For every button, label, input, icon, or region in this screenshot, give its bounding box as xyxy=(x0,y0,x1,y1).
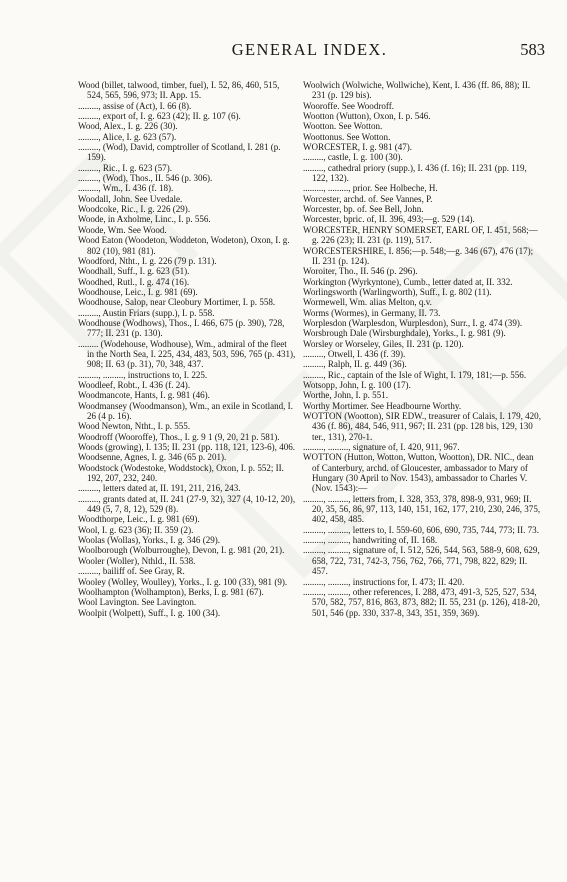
index-entry: WORCESTER, HENRY SOMERSET, EARL OF, I. 451, 568;—g. 226 (23); II. 231 (p. 119), 517. xyxy=(303,224,538,246)
index-entry: ........., cathedral priory (supp.), I. 436 (f. 16); II. 231 (pp. 119, 122, 132). xyxy=(303,162,527,184)
index-entry: ........., ........., letters to, I. 559-60, 606, 690, 735, 744, 773; II. 73. xyxy=(303,524,539,535)
index-entry: Wormewell, Wm. alias Melton, q.v. xyxy=(303,297,432,308)
index-entry: Worplesdon (Warplesdon, Wurplesdon), Surr., I. g. 474 (39). xyxy=(303,317,523,328)
index-entry: Woodthorpe, Leic., I. g. 981 (69). xyxy=(78,514,200,525)
index-entry: WORCESTER, I. g. 981 (47). xyxy=(303,142,413,153)
index-entry: Woolwich (Wolwiche, Wollwiche), Kent, I. 436 (ff. 86, 88); II. 231 (p. 129 bis). xyxy=(303,80,531,101)
index-entry: Wool Lavington. See Lavington. xyxy=(78,597,197,608)
index-entry: WOTTON (Hutton, Wotton, Wutton, Wootton), DR. NIC., dean of Canterbury, archd. of Gloucester, ambassador to Mary of Hungary (30 April to Nov. 1543), ambassador to Charles V. (Nov. 1543):— xyxy=(303,452,534,494)
index-entry: Woods (growing), I. 135; II. 231 (pp. 118, 121, 123-6), 406. xyxy=(78,442,296,453)
index-entry: WORCESTERSHIRE, I. 856;—p. 548;—g. 346 (67), 476 (17); II. 231 (p. 124). xyxy=(303,245,534,266)
index-entry: Worms (Wormes), in Germany, II. 73. xyxy=(303,307,441,318)
page-title: GENERAL INDEX. xyxy=(231,40,388,59)
index-entry: ........., ........., handwriting of, II. 168. xyxy=(303,535,438,546)
index-entry: Woodroff (Wooroffe), Thos., I. g. 9 1 (9, 20, 21 p. 581). xyxy=(78,431,280,442)
index-column-left xyxy=(78,80,296,618)
index-entry: Woodleef, Robt., I. 436 (f. 24). xyxy=(78,379,191,390)
index-entry: ........., Ralph, II. g. 449 (36). xyxy=(303,359,407,370)
index-entry: ........., Ric., captain of the Isle of Wight, I. 179, 181;—p. 556. xyxy=(303,369,527,380)
index-entry: Woodstock (Wodestoke, Woddstock), Oxon, I. p. 552; II. 192, 207, 232, 240. xyxy=(78,462,284,484)
index-entry: Woodhouse, Salop, near Cleobury Mortimer, I. p. 558. xyxy=(78,297,276,308)
index-entry: Wooley (Wolley, Woulley), Yorks., I. g. 100 (33), 981 (9). xyxy=(78,576,288,587)
index-entry: Worsbrough Dale (Wirsburghdale), Yorks., I. g. 981 (9). xyxy=(303,328,506,339)
index-entry: Woolas (Wollas), Yorks., I. g. 346 (29). xyxy=(78,535,221,546)
index-entry: Wooroffe. See Woodroff. xyxy=(303,100,395,111)
index-entry: Woode, Wm. See Wood. xyxy=(78,224,167,235)
index-entry: Woodmancote, Hants, I. g. 981 (46). xyxy=(78,390,210,401)
index-entry: ........., Austin Friars (supp.), I. p. 558. xyxy=(78,307,215,318)
index-entry: Woroiter, Tho., II. 546 (p. 296). xyxy=(303,266,418,277)
page-number: 583 xyxy=(520,40,545,59)
index-entry: Worcester, bp. of. See Bell, John. xyxy=(303,204,424,215)
index-entry: Woolborough (Wolburroughe), Devon, I. g. 981 (20, 21). xyxy=(78,545,285,556)
index-entry: Wood Newton, Ntht., I. p. 555. xyxy=(78,421,191,432)
index-entry: Worthe, John, I. p. 551. xyxy=(303,390,388,401)
index-entry: Wood Eaton (Woodeton, Woddeton, Wodeton), Oxon, I. g. 802 (10), 981 (81). xyxy=(78,235,290,256)
index-entry: Worcester, archd. of. See Vannes, P. xyxy=(303,193,433,204)
index-entry: ........., assise of (Act), I. 66 (8). xyxy=(78,100,192,111)
index-entry: Woodhed, Rutl., I. g. 474 (16). xyxy=(78,276,190,287)
index-entry: ........., Wm., I. 436 (f. 18). xyxy=(78,183,174,194)
index-entry: Woodhouse (Wodhows), Thos., I. 466, 675 (p. 390), 728, 777; II. 231 (p. 130). xyxy=(78,317,285,339)
index-entry: Woodmansey (Woodmanson), Wm., an exile in Scotland, I. 26 (4 p. 16). xyxy=(78,400,293,421)
index-entry: Woolpit (Wolpett), Suff., I. g. 100 (34). xyxy=(78,607,221,618)
index-entry: Woodall, John. See Uvedale. xyxy=(78,193,183,204)
index-entry: ........., ........., signature of, I. 512, 526, 544, 563, 588-9, 608, 629, 658, 722, 731, 742-3, 756, 762, 766, 771, 798, 822, 829; II. 457. xyxy=(303,545,540,577)
index-entry: Woodhouse, Leic., I. g. 981 (69). xyxy=(78,286,198,297)
index-entry: Woolhampton (Wolhampton), Berks, I. g. 981 (67). xyxy=(78,586,264,597)
index-entry: Wooler (Woller), Nthld., II. 538. xyxy=(78,555,196,566)
page-header xyxy=(74,40,545,60)
index-entry: ........., ........., prior. See Holbeche, H. xyxy=(303,183,438,194)
index-entry: Worlingsworth (Warlingworth), Suff., I. g. 802 (11). xyxy=(303,286,492,297)
index-entry: Wootton. See Wotton. xyxy=(303,121,383,132)
index-entry: Woode, in Axholme, Linc., I. p. 556. xyxy=(78,214,211,225)
index-entry: Wootton (Wutton), Oxon, I. p. 546. xyxy=(303,111,431,122)
index-entry: Wood (billet, talwood, timber, fuel), I. 52, 86, 460, 515, 524, 565, 596, 973; II. App. 15. xyxy=(78,80,280,101)
index-entry: ........., grants dated at, II. 241 (27-9, 32), 327 (4, 10-12, 20), 449 (5, 7, 8, 12), 529 (8). xyxy=(78,493,296,515)
index-entry: ........., ........., instructions to, I. 225. xyxy=(78,369,208,380)
index-entry: ......... (Wodehouse, Wodhouse), Wm., admiral of the fleet in the North Sea, I. 225, 434, 483, 503, 596, 765 (p. 431), 908; II. 63 (p. 31), 70, 348, 437. xyxy=(78,338,296,370)
index-column-right xyxy=(303,80,541,618)
index-entry: Wood, Alex., I. g. 226 (30). xyxy=(78,121,178,132)
index-entry: ........., ........., instructions for, I. 473; II. 420. xyxy=(303,576,465,587)
index-entry: Worthy Mortimer. See Headbourne Worthy. xyxy=(303,400,462,411)
index-entry: Wool, I. g. 623 (36); II. 359 (2). xyxy=(78,524,194,535)
index-entry: ........., ........., other references, I. 288, 473, 491-3, 525, 527, 534, 570, 582, 757, 816, 863, 873, 882; II. 55, 231 (p. 126), 418-20, 501, 546 (pp. 330, 337-8, 343, 351, 359, 369). xyxy=(303,586,540,618)
index-entry: ........., Ric., I. g. 623 (57). xyxy=(78,162,172,173)
index-entry: Woodcoke, Ric., I. g. 226 (29). xyxy=(78,204,191,215)
index-entry: Woottonus. See Wotton. xyxy=(303,131,391,142)
index-entry: Worsley or Worseley, Giles, II. 231 (p. 120). xyxy=(303,338,464,349)
index-entry: ........., Alice, I. g. 623 (57). xyxy=(78,131,177,142)
index-entry: ........., Otwell, I. 436 (f. 39). xyxy=(303,348,406,359)
index-entry: ........., ........., letters from, I. 328, 353, 378, 898-9, 931, 969; II. 20, 35, 56, 86, 97, 113, 140, 151, 162, 177, 210, 230, 246, 375, 402, 458, 485. xyxy=(303,493,541,525)
index-entry: ........., letters dated at, II. 191, 211, 216, 243. xyxy=(78,483,241,494)
index-entry: ........., (Wod), Thos., II. 546 (p. 306). xyxy=(78,173,213,184)
index-entry: Woodhall, Suff., I. g. 623 (51). xyxy=(78,266,190,277)
index-entry: ........., export of, I. g. 623 (42); II. g. 107 (6). xyxy=(78,111,241,122)
index-entry: WOTTON (Wootton), SIR EDW., treasurer of Calais, I. 179, 420, 436 (f. 86), 484, 546, 911, 967; II. 231 (pp. 128 bis, 129, 130 ter., 131), 270-1. xyxy=(303,411,541,442)
index-entry: Workington (Wyrkyntone), Cumb., letter dated at, II. 332. xyxy=(303,276,513,287)
index-entry: Wotsopp, John, I. g. 100 (17). xyxy=(303,379,411,390)
index-entry: Woodsenne, Agnes, I. g. 346 (65 p. 201). xyxy=(78,452,227,463)
index-entry: ........., castle, I. g. 100 (30). xyxy=(303,152,403,163)
index-entry: ........., (Wod), David, comptroller of Scotland, I. 281 (p. 159). xyxy=(78,142,281,163)
index-entry: ........., ........., signature of, I. 420, 911, 967. xyxy=(303,442,460,453)
index-entry: Worcester, bpric. of, II. 396, 493;—g. 529 (14). xyxy=(303,214,475,225)
index-entry: ........., bailiff of. See Gray, R. xyxy=(78,566,185,577)
index-entry: Woodford, Ntht., I. g. 226 (79 p. 131). xyxy=(78,255,217,266)
